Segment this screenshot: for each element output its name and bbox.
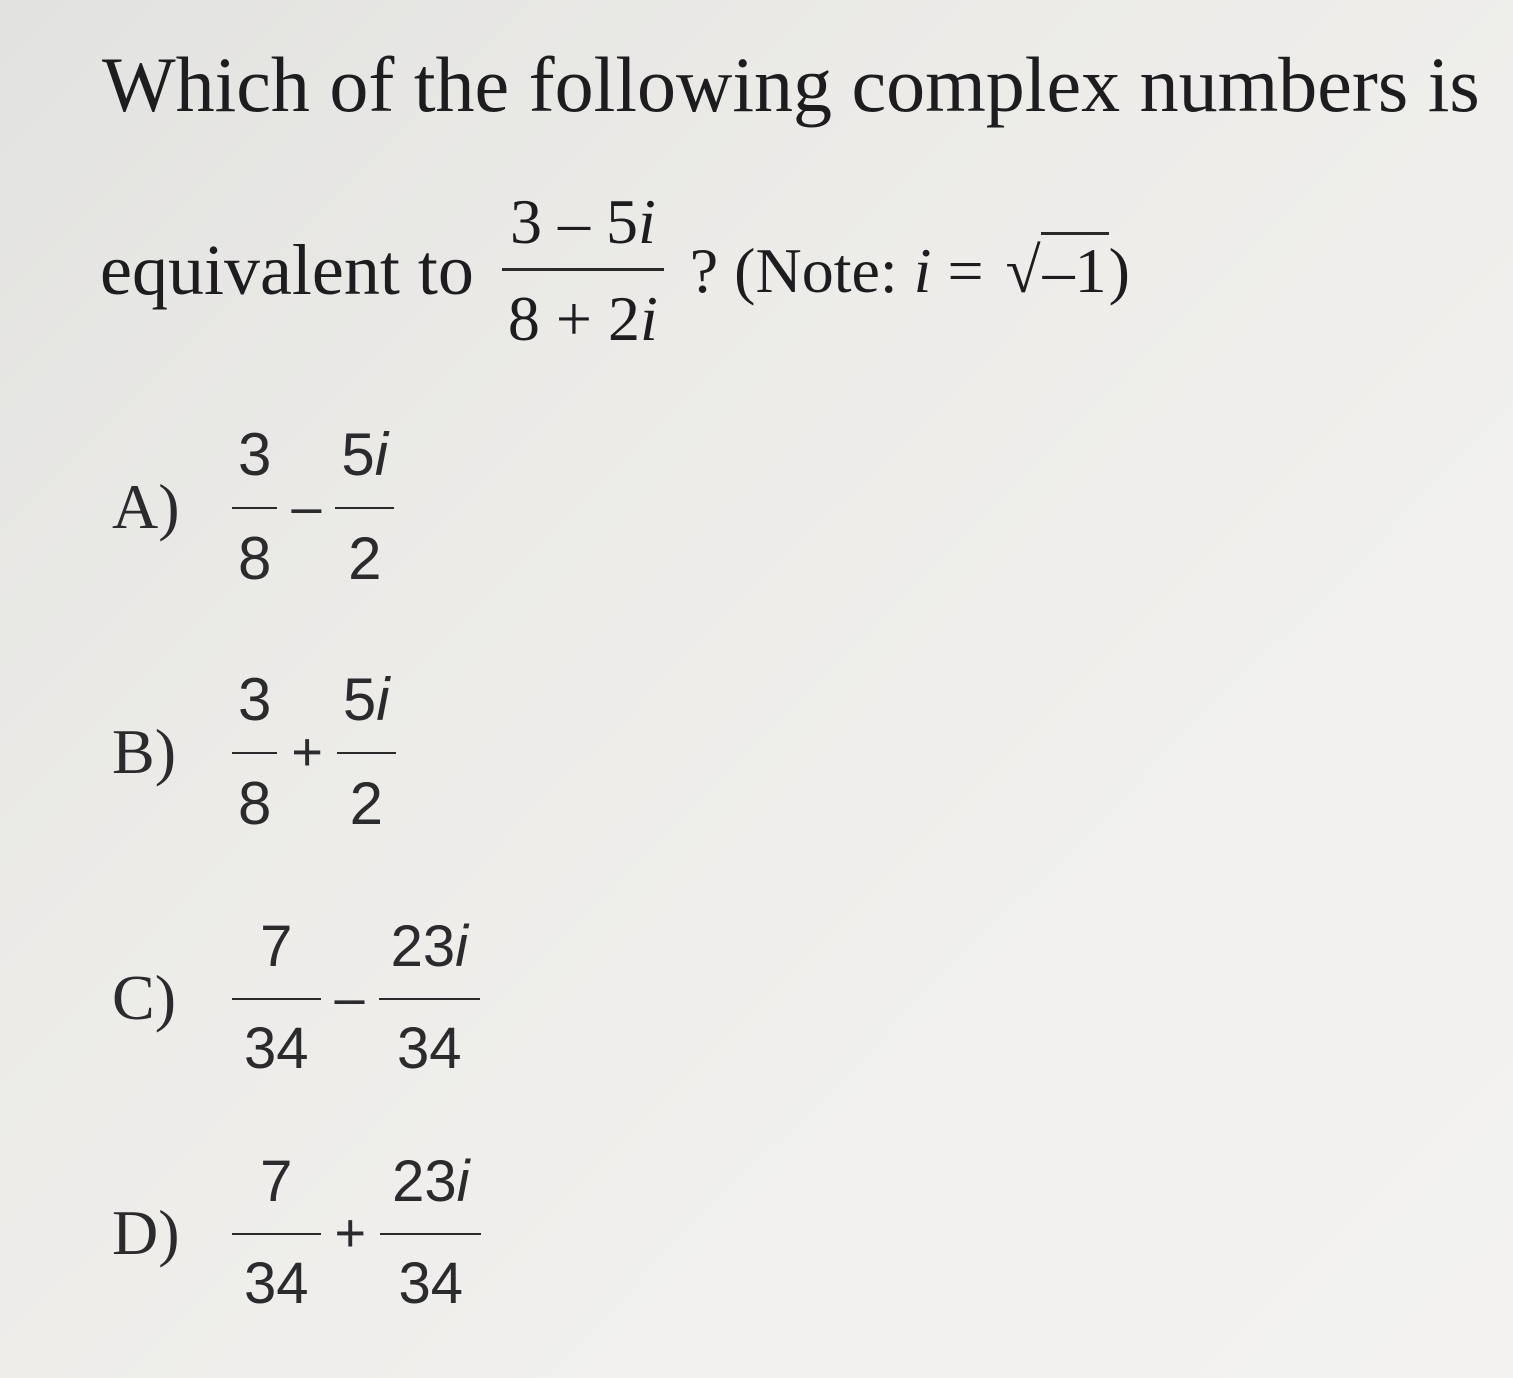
fraction-bar [232, 998, 321, 1000]
numerator-text: 23 [392, 1149, 457, 1214]
fraction-numerator [380, 1149, 481, 1214]
choice-operator: – [334, 968, 365, 1028]
fraction-denominator: 8 [238, 525, 272, 592]
fraction-denominator: 2 [348, 525, 382, 592]
choice-c[interactable] [112, 914, 480, 1081]
fraction-bar [502, 268, 664, 271]
question-fraction-denominator [502, 282, 664, 354]
choice-b[interactable] [112, 666, 396, 837]
choice-letter: A) [112, 471, 180, 542]
fraction-numerator: 7 [260, 914, 293, 979]
imaginary-unit: i [374, 421, 389, 488]
numerator-text: 23 [390, 914, 456, 979]
question-line-1: Which of the following complex numbers is [102, 41, 1480, 128]
choice-fraction-real [232, 914, 321, 1081]
fraction-bar [379, 998, 480, 1000]
note-variable: i [913, 235, 932, 306]
question-note [690, 232, 1130, 308]
fraction-bar [232, 507, 277, 509]
choice-letter: B) [112, 716, 176, 787]
fraction-denominator: 2 [349, 770, 383, 837]
fraction-numerator: 3 [238, 421, 272, 488]
choice-fraction-real [232, 666, 277, 837]
choice-operator: + [334, 1203, 367, 1263]
fraction-bar [335, 507, 394, 509]
question-fraction [502, 185, 664, 354]
fraction-bar [380, 1233, 481, 1235]
note-prefix: ? (Note: [689, 235, 914, 306]
radicand: –1 [1041, 232, 1109, 303]
radical-sign-icon: √ [1005, 235, 1041, 306]
fraction-bar [232, 752, 277, 754]
question-line-2 [100, 175, 1130, 365]
fraction-denominator: 34 [398, 1251, 464, 1316]
choice-fraction-imaginary [337, 666, 396, 837]
choice-d[interactable] [112, 1149, 481, 1316]
fraction-denominator: 8 [238, 770, 272, 837]
fraction-numerator [379, 914, 480, 979]
fraction-denominator: 34 [397, 1016, 462, 1081]
fraction-denominator: 34 [244, 1016, 309, 1081]
imaginary-unit: i [637, 185, 656, 257]
imaginary-unit: i [456, 1149, 470, 1214]
fraction-numerator: 3 [238, 666, 272, 733]
note-suffix: ) [1108, 235, 1130, 306]
choice-a[interactable] [112, 421, 394, 592]
denominator-text: 8 + 2 [507, 282, 640, 354]
numerator-text: 5 [342, 666, 377, 733]
fraction-numerator [335, 421, 394, 488]
numerator-text: 5 [341, 421, 375, 488]
square-root [1005, 232, 1109, 306]
choice-fraction-imaginary [379, 914, 480, 1081]
fraction-bar [337, 752, 396, 754]
choice-fraction-imaginary [380, 1149, 481, 1316]
choice-operator: + [291, 722, 323, 782]
choice-letter: D) [112, 1197, 180, 1268]
question-fraction-numerator [504, 185, 662, 257]
question-prefix: equivalent to [100, 229, 474, 310]
imaginary-unit: i [376, 666, 390, 733]
fraction-numerator [337, 666, 396, 733]
fraction-numerator: 7 [260, 1149, 293, 1214]
note-equals: = [931, 235, 1000, 306]
choice-operator: – [291, 477, 322, 537]
numerator-text: 3 – 5 [509, 185, 638, 257]
choice-fraction-real [232, 1149, 321, 1316]
imaginary-unit: i [639, 282, 658, 354]
choice-fraction-imaginary [335, 421, 394, 592]
choice-fraction-real [232, 421, 277, 592]
fraction-bar [232, 1233, 321, 1235]
imaginary-unit: i [455, 914, 468, 979]
choice-letter: C) [112, 962, 176, 1033]
fraction-denominator: 34 [244, 1251, 309, 1316]
